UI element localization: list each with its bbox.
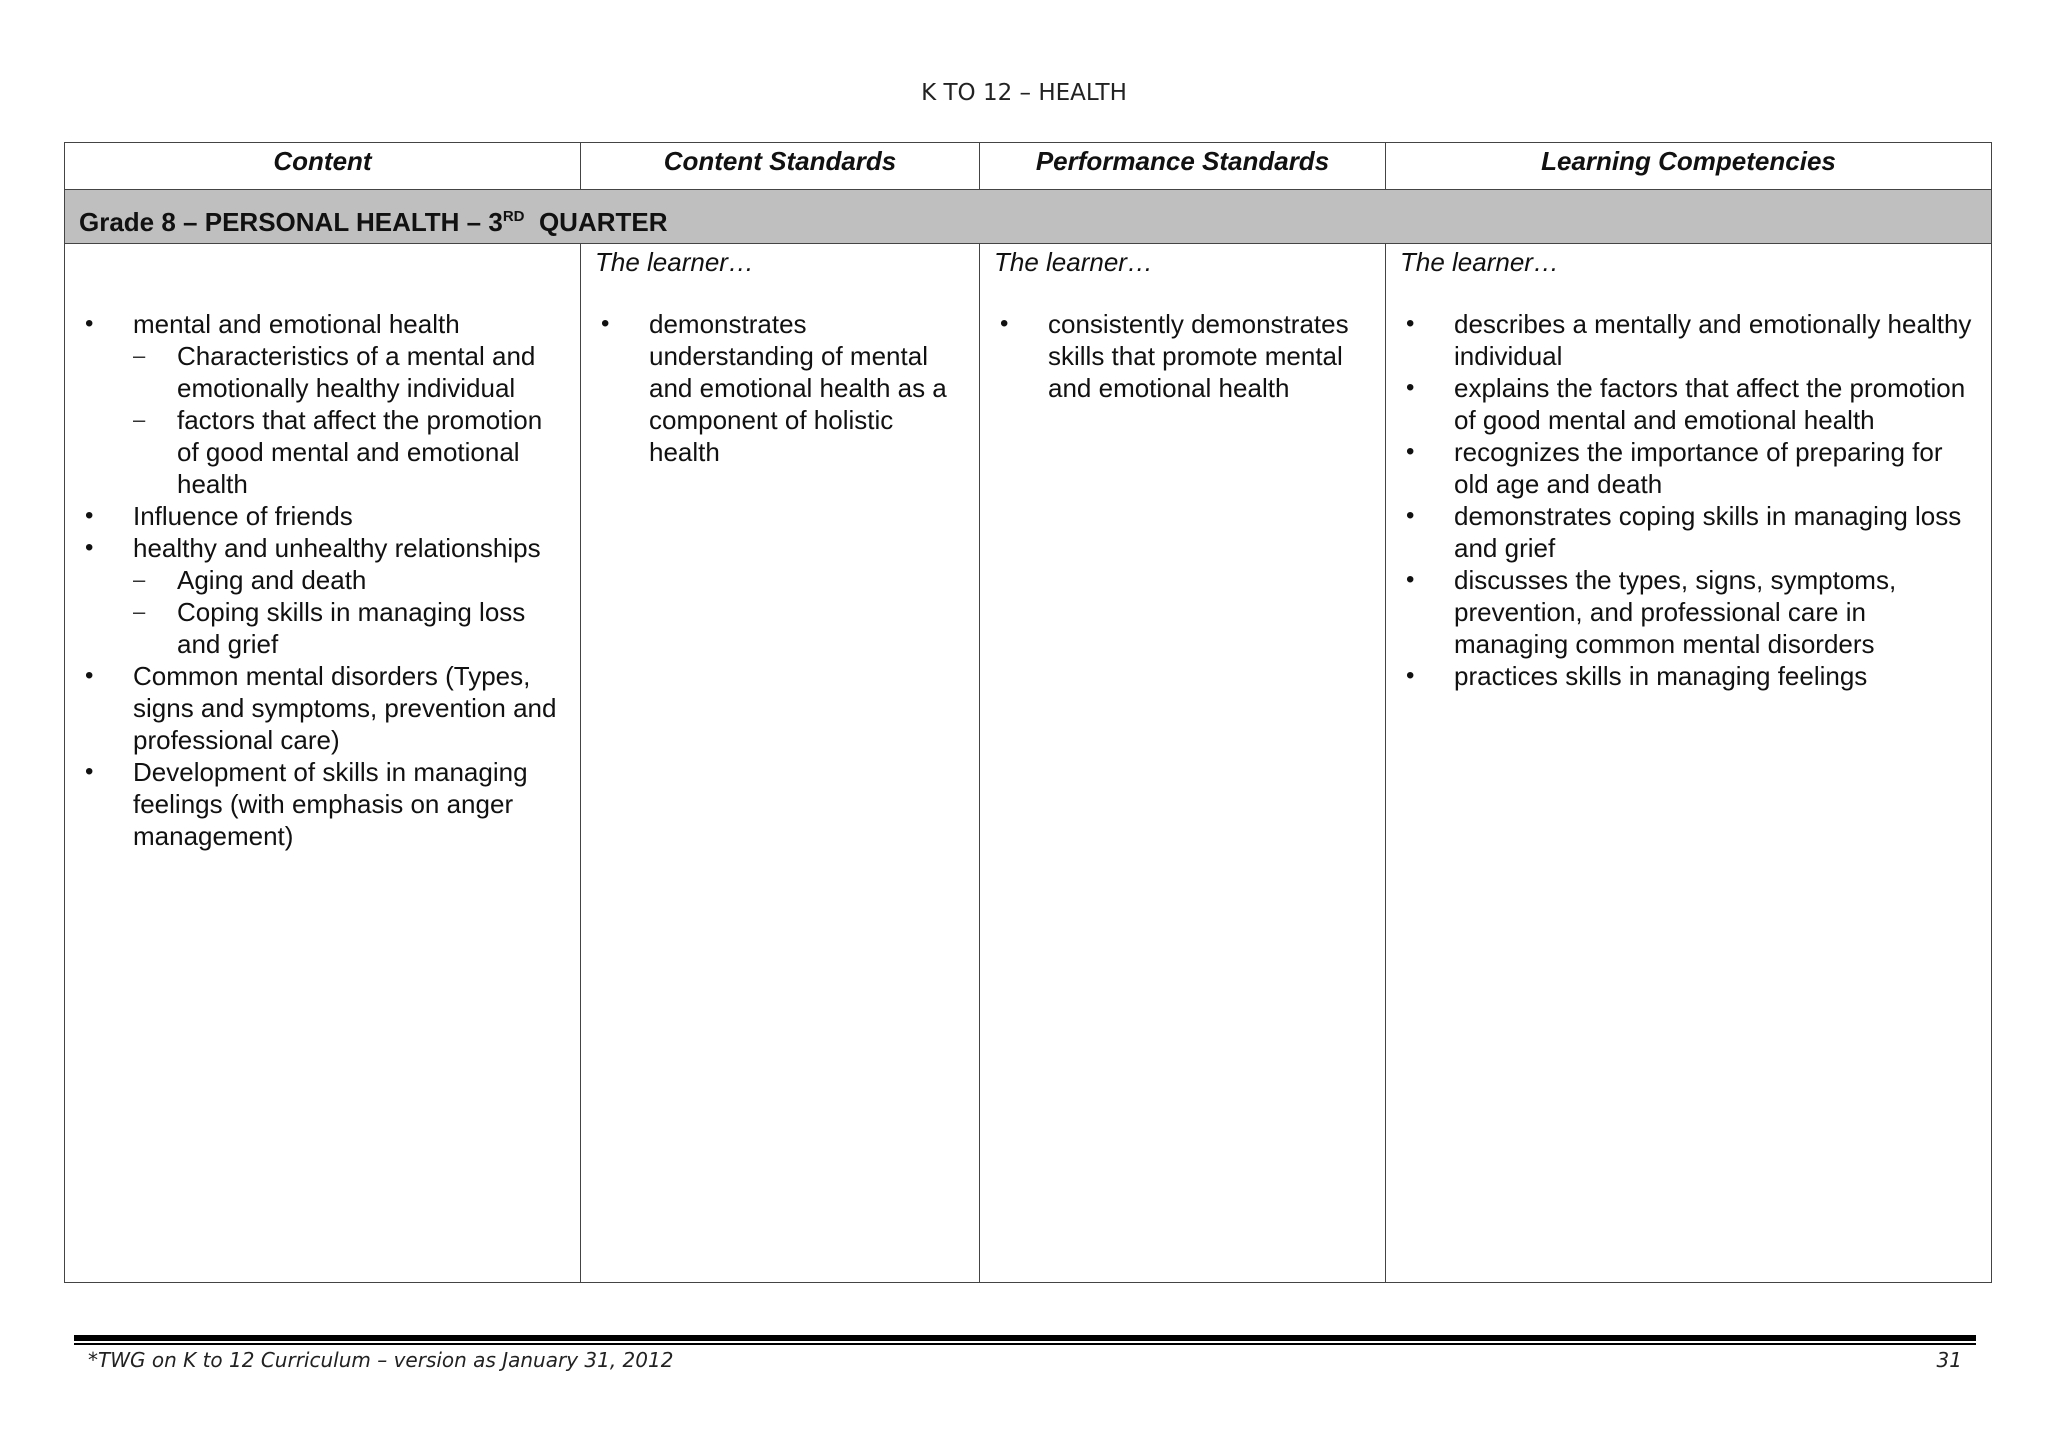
sub-list-item: – factors that affect the promotion of good mental and emotional health — [133, 404, 570, 500]
list-item: • describes a mentally and emotionally healthy individual — [1400, 308, 1981, 372]
page-number: 31 — [1936, 1348, 1962, 1372]
content-list — [79, 308, 570, 852]
list-item — [79, 532, 570, 660]
document-title: K TO 12 – HEALTH — [921, 80, 1127, 106]
learner-lead: The learner… — [595, 247, 754, 277]
performance-standards-cell — [980, 244, 1386, 1282]
content-cell — [65, 244, 581, 1282]
header-row — [65, 143, 1991, 190]
list-item: • demonstrates understanding of mental and emotional health as a component of holistic health — [595, 308, 969, 468]
list-item: • Influence of friends — [79, 500, 570, 532]
body-row — [65, 244, 1991, 1282]
list-item: • Common mental disorders (Types, signs and symptoms, prevention and professional care) — [79, 660, 570, 756]
list-item: • consistently demonstrates skills that promote mental and emotional health — [994, 308, 1375, 404]
sub-list-item: – Aging and death — [133, 564, 570, 596]
list-item — [79, 308, 570, 500]
grade-quarter-row — [65, 190, 1991, 244]
sub-list — [133, 340, 570, 500]
grade-superscript: RD — [502, 208, 525, 225]
footer-divider-thin — [74, 1343, 1976, 1345]
content-standards-cell — [581, 244, 980, 1282]
list-item-text: mental and emotional health — [133, 309, 460, 339]
list-item: • explains the factors that affect the promotion of good mental and emotional health — [1400, 372, 1981, 436]
footer-note: *TWG on K to 12 Curriculum – version as January 31, 2012 — [88, 1348, 674, 1372]
curriculum-table — [64, 142, 1992, 1283]
learner-lead: The learner… — [1400, 247, 1559, 277]
learning-competencies-cell — [1386, 244, 1991, 1282]
footer-divider — [74, 1335, 1976, 1341]
list-item: • discusses the types, signs, symptoms, prevention, and professional care in managing common mental disorders — [1400, 564, 1981, 660]
sub-list-item: – Characteristics of a mental and emotionally healthy individual — [133, 340, 570, 404]
learning-competencies-list — [1400, 308, 1981, 692]
content-standards-list — [595, 308, 969, 468]
header-content: Content — [65, 143, 581, 190]
sub-list-item: – Coping skills in managing loss and grief — [133, 596, 570, 660]
header-learning-competencies: Learning Competencies — [1386, 143, 1991, 190]
header-performance-standards: Performance Standards — [980, 143, 1386, 190]
sub-list — [133, 564, 570, 660]
list-item: • demonstrates coping skills in managing loss and grief — [1400, 500, 1981, 564]
learner-lead: The learner… — [994, 247, 1153, 277]
grade-label: Grade 8 – PERSONAL HEALTH – 3 — [79, 207, 503, 237]
header-content-standards: Content Standards — [581, 143, 980, 190]
list-item: • Development of skills in managing feelings (with emphasis on anger management) — [79, 756, 570, 852]
grade-quarter: QUARTER — [524, 207, 668, 237]
list-item: • practices skills in managing feelings — [1400, 660, 1981, 692]
performance-standards-list — [994, 308, 1375, 404]
list-item-text: healthy and unhealthy relationships — [133, 533, 541, 563]
list-item: • recognizes the importance of preparing for old age and death — [1400, 436, 1981, 500]
